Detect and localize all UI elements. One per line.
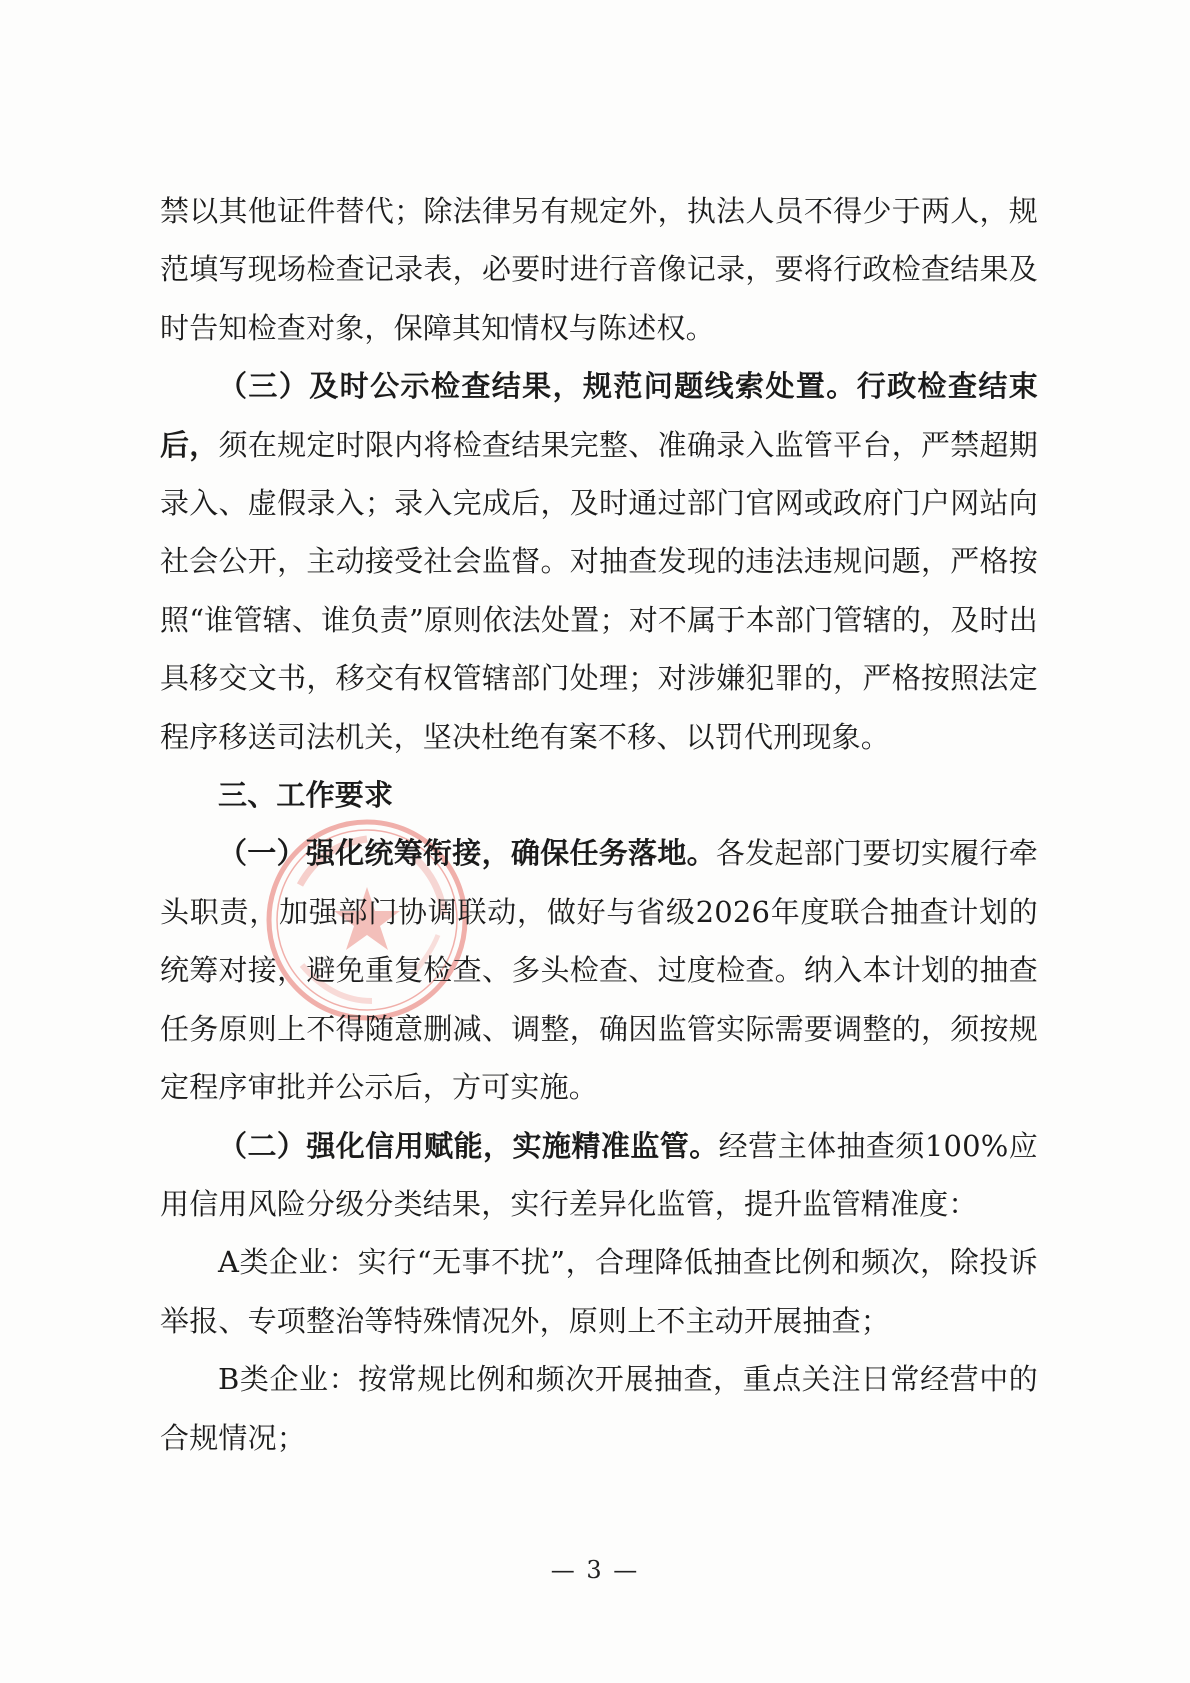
section-heading: 三、工作要求 (218, 778, 394, 813)
paragraph-continuation: 禁以其他证件替代；除法律另有规定外，执法人员不得少于两人，规范填写现场检查记录表，必要时进行音像记录，要将行政检查结果及时告知检查对象，保障其知情权与陈述权。 (160, 194, 1038, 345)
paragraph-credit-supervision (160, 1117, 1038, 1234)
paragraph-body: 经营主体抽查须100%应用信用风险分级分类结果，实行差异化监管，提升监管精准度： (160, 1128, 1038, 1221)
paragraph-lead: （三）及时公示检查结果，规范问题线索处置。行政检查结束后， (160, 369, 1038, 462)
paragraph-lead: （一）强化统筹衔接，确保任务落地。 (218, 836, 716, 871)
paragraph-class-b: B类企业：按常规比例和频次开展抽查，重点关注日常经营中的合规情况； (160, 1362, 1038, 1455)
paragraph-class-a: A类企业：实行“无事不扰”，合理降低抽查比例和频次，除投诉举报、专项整治等特殊情况外，原则上不主动开展抽查； (160, 1245, 1038, 1338)
paragraph-coordination (160, 824, 1038, 1116)
document-body (160, 182, 1038, 1467)
paragraph-lead: （二）强化信用赋能，实施精准监管。 (218, 1128, 719, 1163)
paragraph-body: 各发起部门要切实履行牵头职责，加强部门协调联动，做好与省级2026年度联合抽查计划的统筹对接，避免重复检查、多头检查、过度检查。纳入本计划的抽查任务原则上不得随意删减、调整，确因监管实际需要调整的，须按规定程序审批并公示后，方可实施。 (160, 836, 1038, 1105)
paragraph-publicize-results (160, 357, 1038, 766)
page-number: — 3 — (550, 1556, 640, 1584)
paragraph-body: 须在规定时限内将检查结果完整、准确录入监管平台，严禁超期录入、虚假录入；录入完成后，及时通过部门官网或政府门户网站向社会公开，主动接受社会监督。对抽查发现的违法违规问题，严格按照“谁管辖、谁负责”原则依法处置；对不属于本部门管辖的，及时出具移交文书，移交有权管辖部门处理；对涉嫌犯罪的，严格按照法定程序移送司法机关，坚决杜绝有案不移、以罚代刑现象。 (160, 427, 1038, 754)
